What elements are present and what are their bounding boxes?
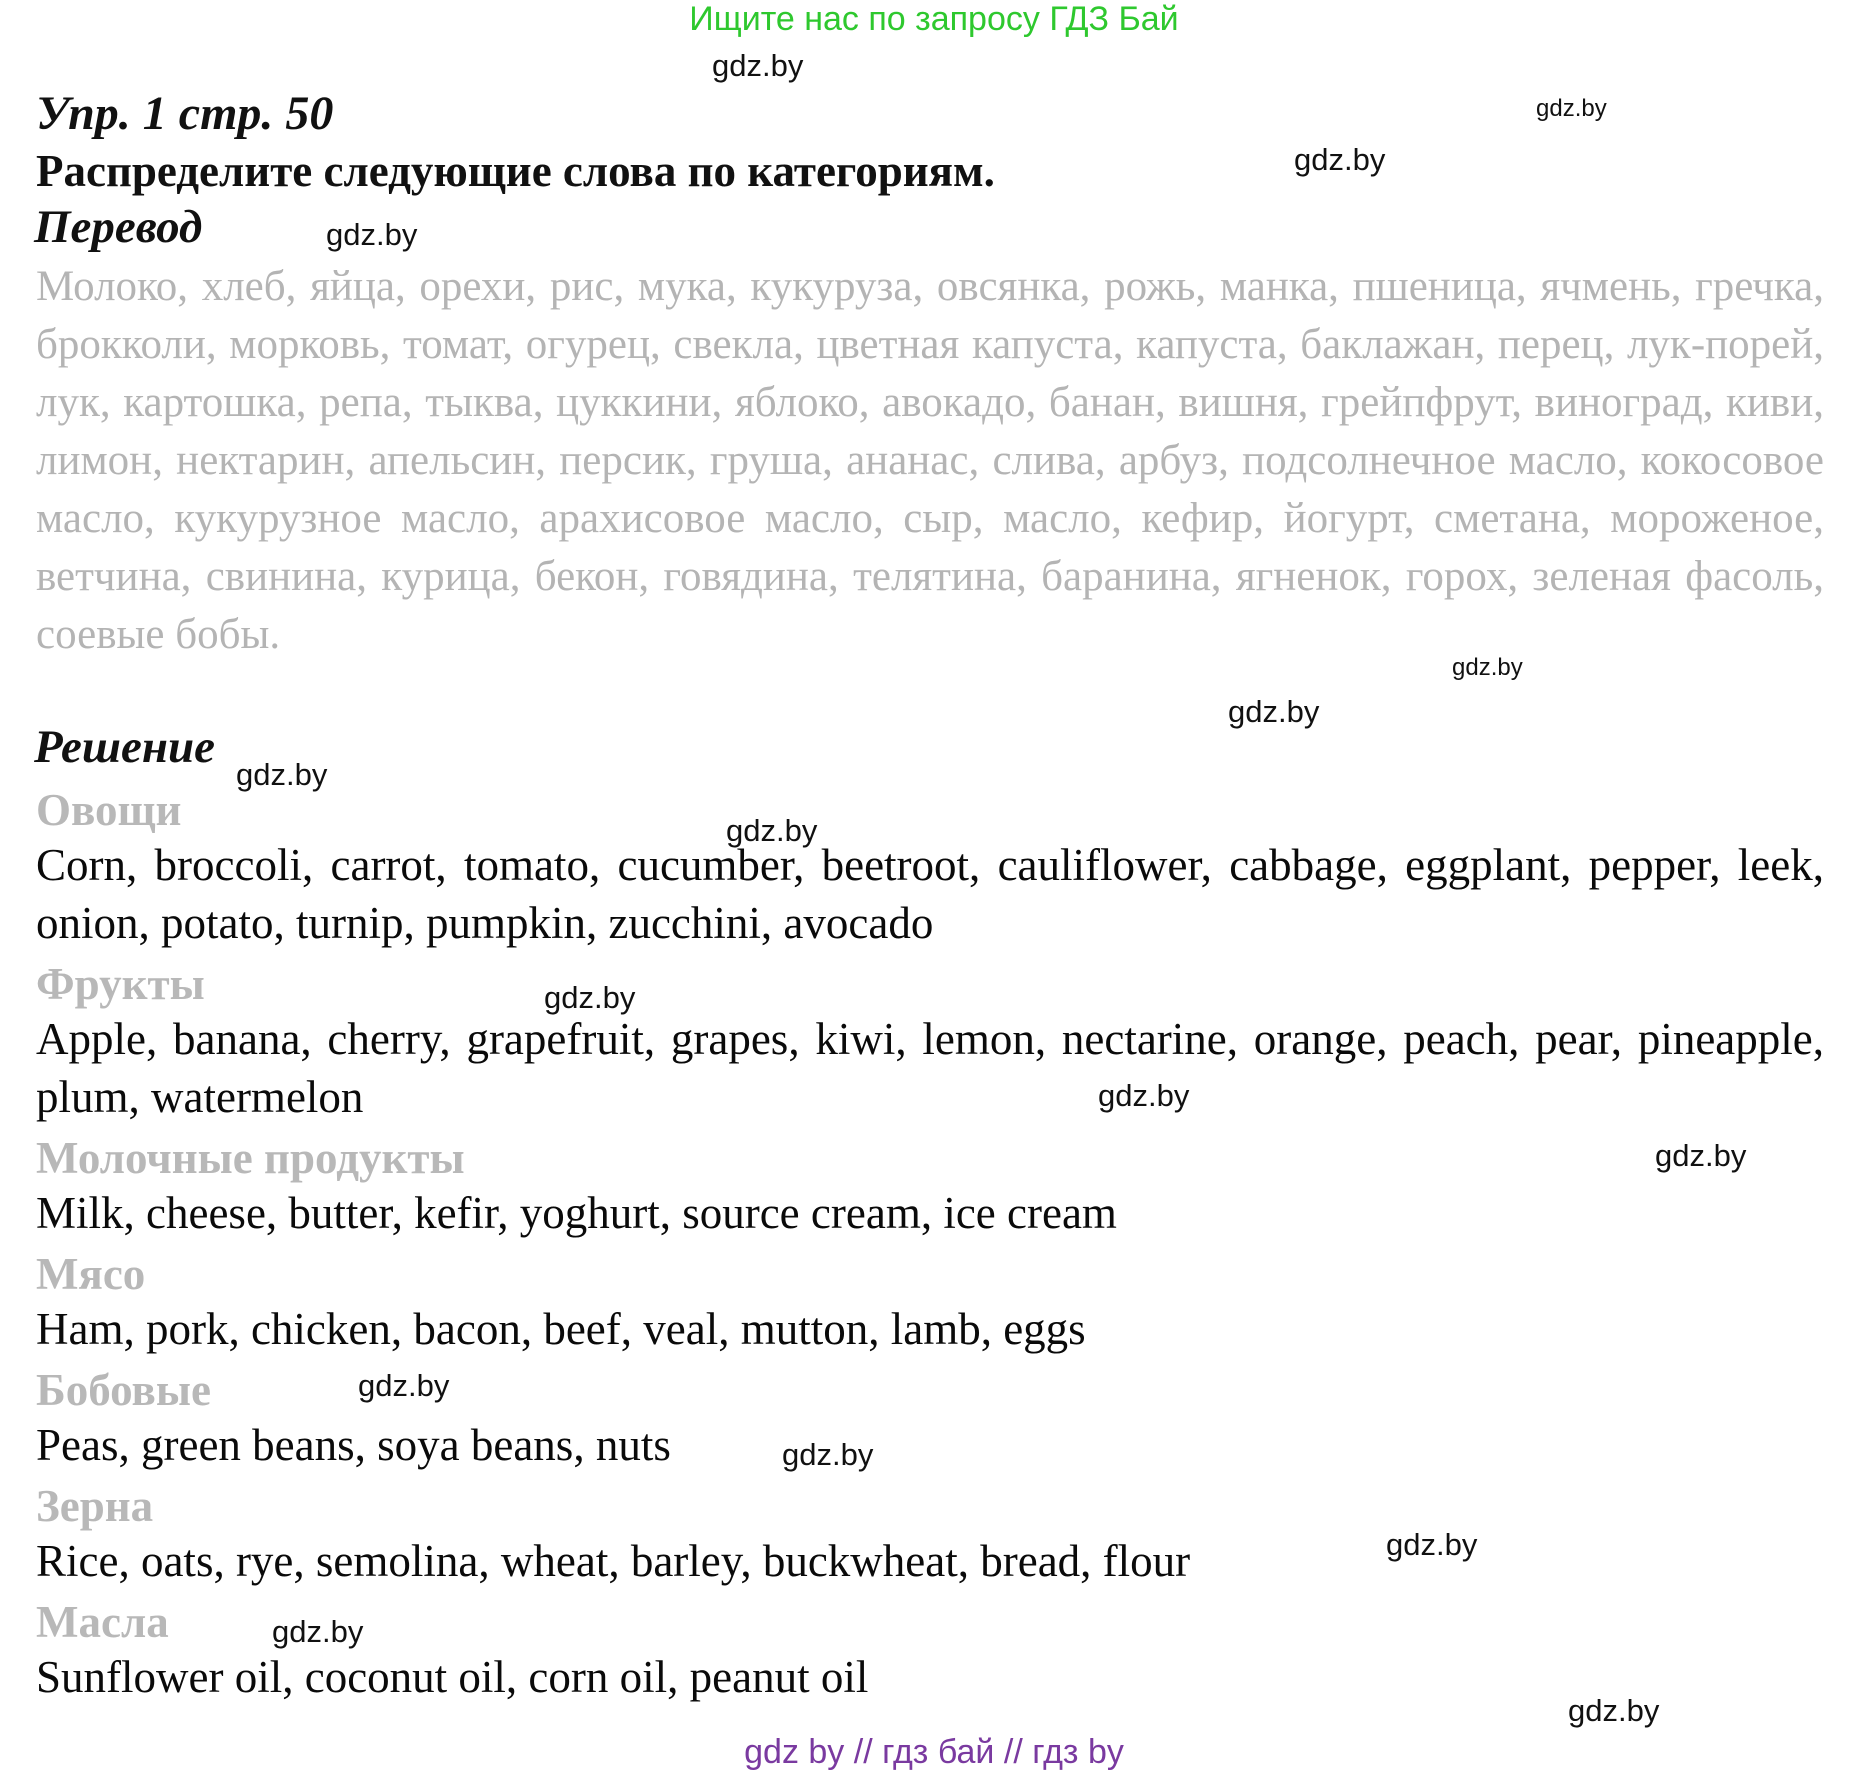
watermark: gdz.by bbox=[236, 757, 328, 792]
category-words: Sunflower oil, coconut oil, corn oil, peanut oil bbox=[36, 1652, 869, 1702]
category-words: Apple, banana, cherry, grapefruit, grapes, kiwi, lemon, nectarine, orange, peach, pear, pineapple, plum, watermelon bbox=[36, 1014, 1824, 1122]
footer-links: gdz by // гдз бай // гдз by bbox=[744, 1733, 1124, 1771]
watermark: gdz.by bbox=[1655, 1138, 1747, 1173]
watermark: gdz.by bbox=[272, 1614, 364, 1649]
watermark: gdz.by bbox=[782, 1437, 874, 1472]
category-words: Rice, oats, rye, semolina, wheat, barley, buckwheat, bread, flour bbox=[36, 1536, 1191, 1586]
translation-text: Молоко, хлеб, яйца, орехи, рис, мука, кукуруза, овсянка, рожь, манка, пшеница, ячмень, гречка, брокколи, морковь, томат, огурец, свекла, цветная капуста, капуста, баклажан, перец, лук-порей, лук, картошка, репа, тыква, цуккини, яблоко, авокадо, банан, вишня, грейпфрут, виноград, киви, лимон, нектарин, апельсин, персик, груша, ананас, слива, арбуз, подсолнечное масло, кокосовое масло, кукурузное масло, арахисовое масло, сыр, масло, кефир, йогурт, сметана, мороженое, ветчина, свинина, курица, бекон, говядина, телятина, баранина, ягненок, горох, зеленая фасоль, соевые бобы. bbox=[36, 263, 1824, 658]
watermark: gdz.by bbox=[712, 48, 804, 83]
category-words: Corn, broccoli, carrot, tomato, cucumber, beetroot, cauliflower, cabbage, eggplant, pepper, leek, onion, potato, turnip, pumpkin, zucchini, avocado bbox=[36, 840, 1824, 948]
watermark: gdz.by bbox=[1536, 95, 1607, 122]
watermark: gdz.by bbox=[1228, 694, 1320, 729]
watermark: gdz.by bbox=[1386, 1527, 1478, 1562]
top-banner: Ищите нас по запросу ГДЗ Бай bbox=[689, 0, 1179, 38]
category-heading: Масла bbox=[36, 1597, 169, 1647]
exercise-title: Упр. 1 стр. 50 bbox=[36, 87, 334, 140]
category-heading: Овощи bbox=[36, 785, 182, 835]
watermark: gdz.by bbox=[326, 217, 418, 252]
watermark: gdz.by bbox=[544, 980, 636, 1015]
category-words: Peas, green beans, soya beans, nuts bbox=[36, 1420, 671, 1470]
category-heading: Молочные продукты bbox=[36, 1133, 465, 1183]
category-words: Milk, cheese, butter, kefir, yoghurt, source cream, ice cream bbox=[36, 1188, 1117, 1238]
category-heading: Зерна bbox=[36, 1481, 154, 1531]
category-heading: Бобовые bbox=[36, 1365, 211, 1415]
watermark: gdz.by bbox=[1568, 1693, 1660, 1728]
translation-heading: Перевод bbox=[34, 201, 203, 253]
watermark: gdz.by bbox=[726, 813, 818, 848]
category-words: Ham, pork, chicken, bacon, beef, veal, mutton, lamb, eggs bbox=[36, 1304, 1086, 1354]
watermark: gdz.by bbox=[1098, 1078, 1190, 1113]
category-heading: Фрукты bbox=[36, 959, 205, 1009]
watermark: gdz.by bbox=[358, 1368, 450, 1403]
solution-heading: Решение bbox=[34, 721, 215, 773]
task-heading: Распределите следующие слова по категориям. bbox=[36, 146, 995, 196]
watermark: gdz.by bbox=[1294, 142, 1386, 177]
category-heading: Мясо bbox=[36, 1249, 146, 1299]
watermark: gdz.by bbox=[1452, 654, 1523, 681]
